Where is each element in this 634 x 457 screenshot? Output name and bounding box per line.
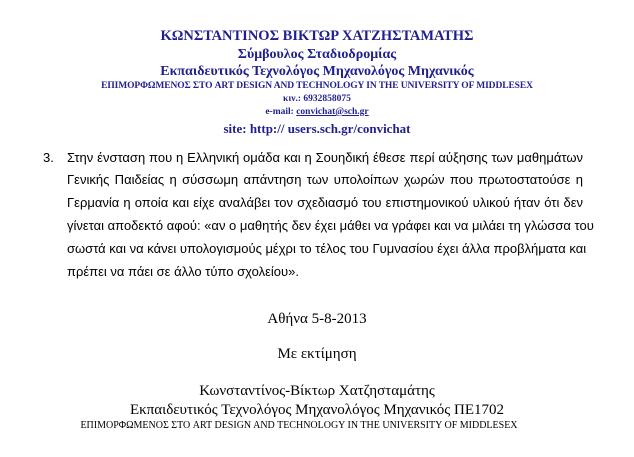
paragraph-line: γίνεται αποδεκτό αφού: «αν ο μαθητής δεν έχει μάθει να γράφει και να μιλάει τη γλώσσα του xyxy=(67,218,594,233)
paragraph-line: πρέπει να πάει σε άλλο τύπο σχολείου». xyxy=(67,264,299,279)
signature-title: Εκπαιδευτικός Τεχνολόγος Μηχανολόγος Μηχανικός ΠΕ1702 xyxy=(130,402,504,418)
paragraph-line: Γενικής Παιδείας η σύσσωμη απάντηση των υπολοίπων χωρών που πρωτοστατούσε η xyxy=(67,172,583,187)
signature-training: ΕΠΙΜΟΡΦΩΜΕΝΟΣ ΣΤΟ ART DESIGN AND TECHNOLOGY IN THE UNIVERSITY OF MIDDLESEX xyxy=(80,420,518,431)
letter-date: Αθήνα 5-8-2013 xyxy=(267,311,367,327)
author-website[interactable]: site: http:// users.sch.gr/convichat xyxy=(223,121,411,136)
paragraph-line: Στην ένσταση που η Ελληνική ομάδα και η Σουηδική έθεσε περί αύξησης των μαθημάτων xyxy=(67,150,583,165)
author-role: Σύμβουλος Σταδιοδρομίας xyxy=(237,47,397,62)
paragraph-line: σωστά και να κάνει υπολογισμούς μέχρι το τέλος του Γυμνασίου έχει άλλα προβλήματα και xyxy=(67,241,587,256)
email-link[interactable]: convichat@sch.gr xyxy=(296,107,369,117)
author-profession: Εκπαιδευτικός Τεχνολόγος Μηχανολόγος Μηχανικός xyxy=(160,64,474,79)
author-email-line xyxy=(0,107,634,117)
closing-regards: Με εκτίμηση xyxy=(277,346,357,362)
author-name: ΚΩΝΣΤΑΝΤΙΝΟΣ ΒΙΚΤΩΡ ΧΑΤΖΗΣΤΑΜΑΤΗΣ xyxy=(160,28,474,44)
author-training: ΕΠΙΜΟΡΦΩΜΕΝΟΣ ΣΤΟ ART DESIGN AND TECHNOLOGY IN THE UNIVERSITY OF MIDDLESEX xyxy=(101,81,533,91)
email-label: e-mail: xyxy=(265,107,297,117)
paragraph-line: Γερμανία η οποία και είχε αναλάβει τον σχεδιασμό του επιστημονικού υλικού ήταν ότι δεν xyxy=(67,195,583,210)
signature-name: Κωνσταντίνος-Βίκτωρ Χατζησταμάτης xyxy=(199,383,435,399)
author-phone: κιν.: 6932858075 xyxy=(283,94,351,104)
item-number: 3. xyxy=(43,150,54,165)
